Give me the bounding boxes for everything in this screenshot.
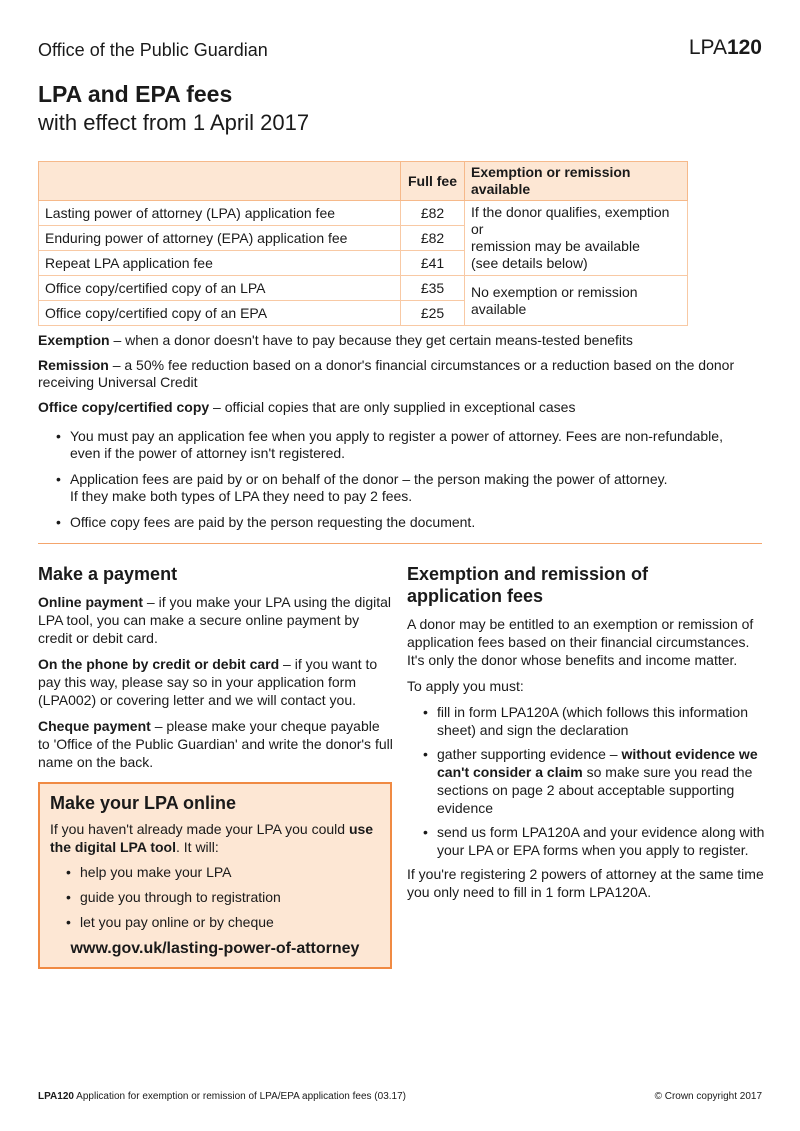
fee-item-name: Lasting power of attorney (LPA) application fee xyxy=(39,201,401,226)
intro-text: If you haven't already made your LPA you could xyxy=(50,821,349,837)
exemption-section xyxy=(407,563,767,909)
bullet-icon: • xyxy=(56,428,61,444)
bullet-icon: • xyxy=(66,889,71,905)
list-item xyxy=(417,823,767,859)
list-text: guide you through to registration xyxy=(80,889,281,905)
footer-text: Application for exemption or remission of LPA/EPA application fees (03.17) xyxy=(73,1091,406,1102)
page-title: LPA and EPA fees xyxy=(38,81,233,107)
heading-line: application fees xyxy=(407,586,544,606)
bullet-icon: • xyxy=(66,864,71,880)
fee-notes-list xyxy=(50,428,765,540)
list-text: let you pay online or by cheque xyxy=(80,914,274,930)
list-text: help you make your LPA xyxy=(80,864,232,880)
intro-bold: use the digital LPA tool xyxy=(50,821,374,855)
table-row xyxy=(39,201,688,226)
header-org: Office of the Public Guardian xyxy=(38,40,268,60)
page-subtitle: with effect from 1 April 2017 xyxy=(38,110,310,135)
list-item xyxy=(60,914,380,931)
bullet-icon: • xyxy=(423,746,428,762)
payment-text: – if you make your LPA using the digital LPA tool, you can make a secure online payment by credit or debit card. xyxy=(38,594,392,646)
fee-item-name: Office copy/certified copy of an LPA xyxy=(39,276,401,301)
exemption-steps-list xyxy=(417,703,767,859)
payment-term: On the phone by credit or debit card xyxy=(38,656,280,672)
footer-copyright: © Crown copyright 2017 xyxy=(654,1091,762,1102)
list-line: You must pay an application fee when you apply to register a power of attorney. Fees are non-refundable, xyxy=(70,428,723,444)
definition-term: Exemption xyxy=(38,332,110,348)
fee-item-name: Enduring power of attorney (EPA) application fee xyxy=(39,226,401,251)
list-item xyxy=(417,745,767,817)
bullet-icon: • xyxy=(423,824,428,840)
online-box-intro xyxy=(50,820,380,856)
list-line: Application fees are paid by or on behalf of the donor – the person making the power of attorney. xyxy=(70,471,668,487)
list-text: gather supporting evidence – xyxy=(437,746,622,762)
definitions xyxy=(38,332,763,424)
payment-term: Online payment xyxy=(38,594,144,610)
list-item xyxy=(60,864,380,881)
fee-table-header xyxy=(39,162,688,201)
payment-phone xyxy=(38,655,393,709)
exemption-cell xyxy=(465,201,688,276)
form-code-prefix: LPA xyxy=(688,36,727,59)
section-divider xyxy=(38,543,762,544)
definition-text: – a 50% fee reduction based on a donor's financial circumstances or a reduction based on the donor receiving Universal Credit xyxy=(38,357,735,390)
fee-item-name: Office copy/certified copy of an EPA xyxy=(39,301,401,326)
heading-line: Exemption and remission of xyxy=(407,564,649,584)
form-code xyxy=(689,36,762,60)
exemption-cell: No exemption or remission available xyxy=(465,276,688,326)
exemption-intro: A donor may be entitled to an exemption or remission of application fees based on their financial circumstances. It's only the donor whose benefits and income matter. xyxy=(407,616,754,668)
fee-amount: £82 xyxy=(401,201,465,226)
fee-table xyxy=(38,161,688,326)
payment-cheque xyxy=(38,717,393,771)
intro-text: . It will: xyxy=(176,839,219,855)
exemption-outro: If you're registering 2 powers of attorney at the same time you only need to fill in 1 form LPA120A. xyxy=(407,866,764,900)
list-item xyxy=(60,889,380,906)
make-lpa-online-box xyxy=(38,782,392,969)
definition-exemption xyxy=(38,332,763,349)
payment-term: Cheque payment xyxy=(38,718,151,734)
payment-text: – please make your cheque payable to 'Office of the Public Guardian' and write the donor's full name on the back. xyxy=(38,718,393,770)
online-box-heading: Make your LPA online xyxy=(50,793,237,813)
fee-amount: £35 xyxy=(401,276,465,301)
payment-text: – if you want to pay this way, please say so in your application form (LPA002) or covering letter and we will contact you. xyxy=(38,656,378,708)
bullet-icon: • xyxy=(423,704,428,720)
list-line: even if the power of attorney isn't registered. xyxy=(70,445,346,461)
fee-item-name: Repeat LPA application fee xyxy=(39,251,401,276)
list-bold: without evidence we can't consider a claim xyxy=(437,746,758,780)
fee-amount: £82 xyxy=(401,226,465,251)
list-line: If they make both types of LPA they need to pay 2 fees. xyxy=(70,488,413,504)
list-item xyxy=(50,514,765,531)
bullet-icon: • xyxy=(56,514,61,530)
list-item xyxy=(50,471,765,505)
table-row xyxy=(39,276,688,301)
payment-online xyxy=(38,593,393,647)
list-text: fill in form LPA120A (which follows this information sheet) and sign the declaration xyxy=(437,704,748,738)
header-item xyxy=(39,162,401,201)
online-box-list xyxy=(60,864,380,931)
exemption-apply: To apply you must: xyxy=(407,678,524,694)
exemption-line: (see details below) xyxy=(471,255,588,271)
list-item xyxy=(50,428,765,462)
exemption-line: If the donor qualifies, exemption or xyxy=(471,204,670,237)
list-line: Office copy fees are paid by the person requesting the document. xyxy=(70,514,476,530)
payment-heading: Make a payment xyxy=(38,564,178,584)
bullet-icon: • xyxy=(56,471,61,487)
list-text: so make sure you read the sections on page 2 about acceptable supporting evidence xyxy=(437,764,753,816)
list-text: send us form LPA120A and your evidence along with your LPA or EPA forms when you apply to register. xyxy=(437,824,765,858)
fee-amount: £41 xyxy=(401,251,465,276)
definition-text: – when a donor doesn't have to pay because they get certain means-tested benefits xyxy=(109,332,633,348)
bullet-icon: • xyxy=(66,914,71,930)
definition-term: Remission xyxy=(38,357,109,373)
form-code-number: 120 xyxy=(726,36,762,59)
list-item xyxy=(417,703,767,739)
fee-amount: £25 xyxy=(401,301,465,326)
definition-term: Office copy/certified copy xyxy=(38,399,210,415)
definition-text: – official copies that are only supplied in exceptional cases xyxy=(209,399,576,415)
definition-remission xyxy=(38,357,763,391)
lpa-online-link[interactable]: www.gov.uk/lasting-power-of-attorney xyxy=(70,940,360,957)
footer-form-info xyxy=(38,1090,406,1103)
header-exemption: Exemption or remission available xyxy=(465,162,688,201)
exemption-line: remission may be available xyxy=(471,238,640,254)
payment-section xyxy=(38,563,393,779)
definition-office-copy xyxy=(38,399,763,416)
header-fee: Full fee xyxy=(401,162,465,201)
footer-code: LPA120 xyxy=(38,1091,74,1102)
exemption-heading xyxy=(407,563,767,607)
